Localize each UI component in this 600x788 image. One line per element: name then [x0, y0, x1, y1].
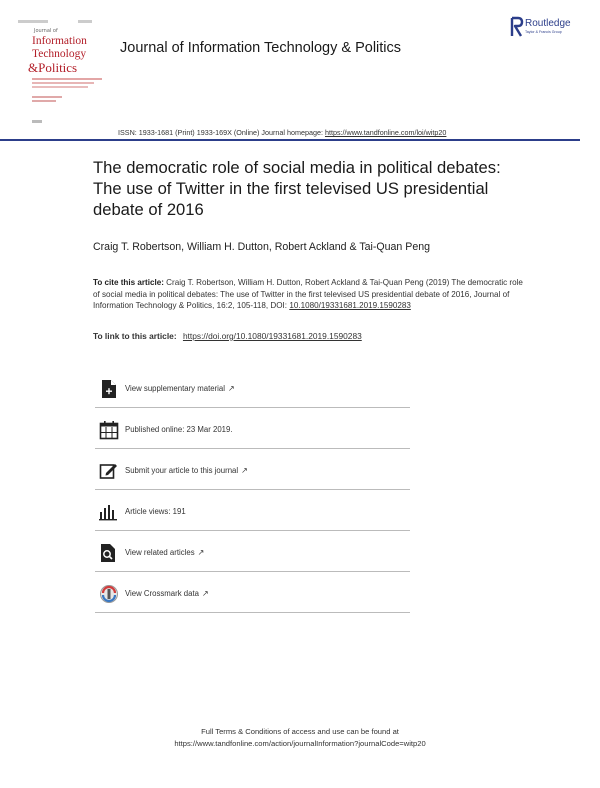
- edit-icon: [99, 461, 119, 481]
- issn-line: [118, 128, 498, 137]
- item-label: Submit your article to this journal: [125, 466, 239, 475]
- citation-doi-link[interactable]: 10.1080/19331681.2019.1590283: [289, 301, 411, 311]
- document-search-icon: [99, 543, 119, 563]
- item-label: View Crossmark data: [125, 589, 199, 598]
- article-doi-link[interactable]: https://doi.org/10.1080/19331681.2019.1590283: [182, 331, 362, 341]
- item-divider: [95, 530, 410, 531]
- item-divider: [95, 448, 410, 449]
- submit-article-item[interactable]: [99, 461, 411, 491]
- view-supplementary-material-item[interactable]: [99, 379, 411, 409]
- view-related-articles-item[interactable]: [99, 543, 411, 573]
- routledge-logo-icon: [510, 16, 524, 38]
- header-divider: [0, 139, 580, 141]
- publisher-group: Taylor & Francis Group: [525, 30, 562, 34]
- article-authors: Craig T. Robertson, William H. Dutton, Robert Ackland & Tai-Quan Peng: [93, 241, 430, 253]
- crossmark-icon: [99, 584, 119, 604]
- calendar-icon: [99, 420, 119, 440]
- item-divider: [95, 489, 410, 490]
- external-link-icon: ↗: [227, 384, 235, 393]
- publisher-name: Routledge: [525, 18, 571, 29]
- article-title: The democratic role of social media in political debates: The use of Twitter in the first televised US presidential debate of 2016: [93, 158, 501, 219]
- published-online-item: [99, 420, 411, 450]
- item-divider: [95, 571, 410, 572]
- external-link-icon: ↗: [201, 589, 209, 598]
- citation-block: [93, 277, 523, 312]
- bar-chart-icon: [99, 502, 119, 522]
- citation-label: To cite this article:: [93, 278, 164, 287]
- item-label: Article views: 191: [125, 507, 186, 516]
- footer-terms-line: Full Terms & Conditions of access and use can be found at: [201, 727, 399, 736]
- external-link-icon: ↗: [197, 548, 205, 557]
- journal-homepage-link[interactable]: https://www.tandfonline.com/loi/witp20: [324, 128, 447, 137]
- journal-title: Journal of Information Technology & Politics: [120, 40, 402, 56]
- publisher-logo[interactable]: [510, 16, 590, 40]
- citation-text: Craig T. Robertson, William H. Dutton, Robert Ackland & Tai-Quan Peng (2019) The democratic role of social media in political debates: The use of Twitter in the first televised US presidential debate of 2016, Journal of Information Technology & Politics, 16:2, 105-118, DOI:: [93, 278, 523, 311]
- view-crossmark-item[interactable]: [99, 584, 411, 614]
- item-label: View related articles: [125, 548, 195, 557]
- item-divider: [95, 407, 410, 408]
- document-plus-icon: [99, 379, 119, 399]
- journal-cover-image: Journal of Information Technology &Politics: [18, 14, 106, 126]
- footer-terms-link[interactable]: https://www.tandfonline.com/action/journalInformation?journalCode=witp20: [174, 739, 426, 748]
- item-divider: [95, 612, 410, 613]
- article-link-line: [93, 331, 362, 341]
- article-views-item: [99, 502, 411, 532]
- item-label: Published online: 23 Mar 2019.: [125, 425, 233, 434]
- item-label: View supplementary material: [125, 384, 225, 393]
- issn-text: ISSN: 1933-1681 (Print) 1933-169X (Online) Journal homepage:: [118, 128, 323, 137]
- external-link-icon: ↗: [241, 466, 248, 475]
- link-label: To link to this article:: [93, 331, 177, 341]
